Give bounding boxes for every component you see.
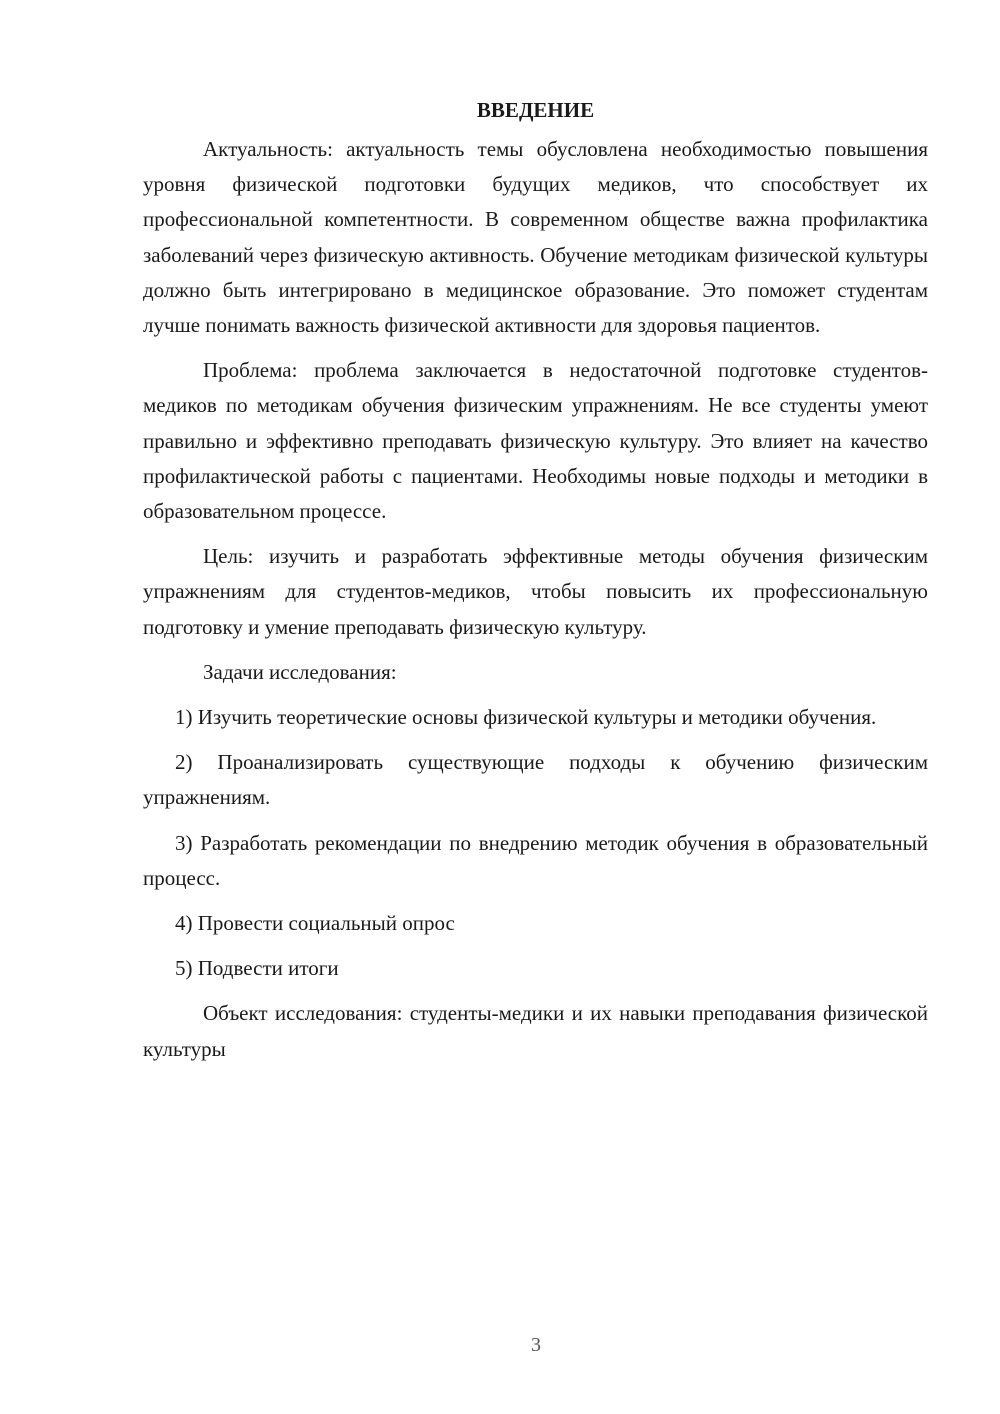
task-item: 2) Проанализировать существующие подходы к обучению физическим упражнениям. bbox=[143, 750, 928, 810]
goal-paragraph: Цель: изучить и разработать эффективные методы обучения физическим упражнениям для студентов-медиков, чтобы повысить их профессиональную подготовку и умение преподавать физическую культуру. bbox=[143, 544, 928, 639]
relevance-paragraph: Актуальность: актуальность темы обусловлена необходимостью повышения уровня физической подготовки будущих медиков, что способствует их профессиональной компетентности. В современном обществе важна профилактика заболеваний через физическую активность. Обучение методикам физической культуры должно быть интегрировано в медицинское образование. Это поможет студентам лучше понимать важность физической активности для здоровья пациентов. bbox=[143, 137, 928, 338]
page-number: 3 bbox=[531, 1334, 541, 1356]
task-item: 5) Подвести итоги bbox=[175, 956, 339, 981]
section-heading: ВВЕДЕНИЕ bbox=[476, 98, 595, 122]
document-page bbox=[143, 96, 928, 1077]
tasks-title: Задачи исследования: bbox=[203, 659, 397, 684]
task-item: 4) Провести социальный опрос bbox=[175, 911, 455, 936]
task-item: 3) Разработать рекомендации по внедрению методик обучения в образовательный процесс. bbox=[143, 830, 928, 890]
task-item: 1) Изучить теоретические основы физической культуры и методики обучения. bbox=[175, 705, 877, 730]
problem-paragraph: Проблема: проблема заключается в недостаточной подготовке студентов-медиков по методикам обучения физическим упражнениям. Не все студенты умеют правильно и эффективно преподавать физическую культуру. Это влияет на качество профилактической работы с пациентами. Необходимы новые подходы и методики в образовательном процессе. bbox=[143, 358, 928, 524]
object-paragraph: Объект исследования: студенты-медики и их навыки преподавания физической культуры bbox=[143, 1001, 928, 1061]
